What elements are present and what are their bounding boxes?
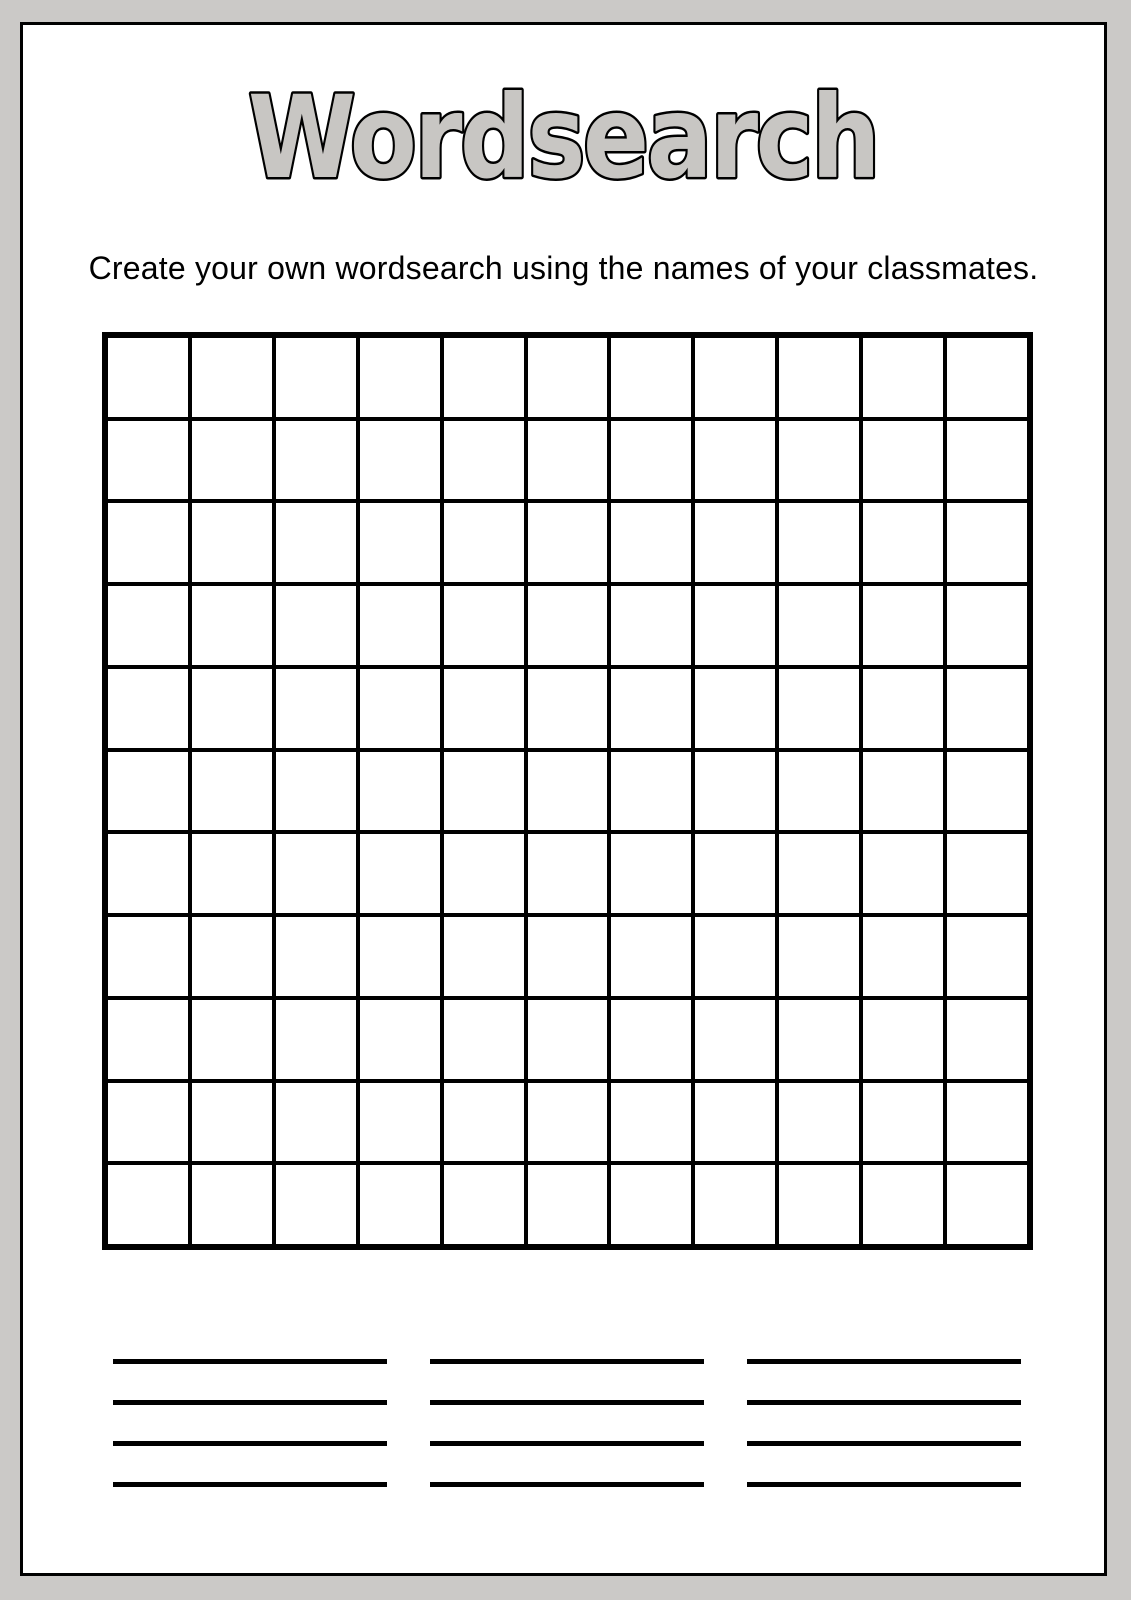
grid-cell[interactable] (276, 669, 356, 748)
grid-cell[interactable] (863, 503, 943, 582)
grid-cell[interactable] (695, 669, 775, 748)
grid-cell[interactable] (947, 1165, 1027, 1244)
wordsearch-grid (102, 332, 1033, 1250)
grid-cell[interactable] (695, 1165, 775, 1244)
grid-cell[interactable] (779, 503, 859, 582)
grid-cell[interactable] (695, 1000, 775, 1079)
grid-cell[interactable] (947, 834, 1027, 913)
grid-cell[interactable] (108, 834, 188, 913)
grid-cell[interactable] (611, 421, 691, 500)
grid-cell[interactable] (528, 586, 608, 665)
grid-cell[interactable] (695, 917, 775, 996)
grid-cell[interactable] (611, 503, 691, 582)
grid-cell[interactable] (276, 834, 356, 913)
grid-cell[interactable] (611, 1083, 691, 1162)
grid-cell[interactable] (947, 917, 1027, 996)
worksheet-page (20, 22, 1107, 1576)
word-line[interactable] (747, 1400, 1021, 1405)
grid-cell[interactable] (779, 834, 859, 913)
grid-cell[interactable] (779, 421, 859, 500)
instructions-text: Create your own wordsearch using the names of your classmates. (88, 250, 1039, 286)
grid-cell[interactable] (192, 917, 272, 996)
grid-cell[interactable] (611, 669, 691, 748)
grid-cell[interactable] (863, 586, 943, 665)
grid-cell[interactable] (695, 752, 775, 831)
grid-cell[interactable] (276, 1083, 356, 1162)
grid-cell[interactable] (444, 669, 524, 748)
grid-cell[interactable] (611, 586, 691, 665)
grid-cell[interactable] (947, 338, 1027, 417)
grid-cell[interactable] (695, 503, 775, 582)
grid-cell[interactable] (528, 421, 608, 500)
grid-cell[interactable] (695, 586, 775, 665)
grid-cell[interactable] (360, 1083, 440, 1162)
grid-cell[interactable] (444, 752, 524, 831)
grid-cell[interactable] (444, 1083, 524, 1162)
word-line[interactable] (113, 1482, 387, 1487)
word-line[interactable] (747, 1482, 1021, 1487)
grid-cell[interactable] (192, 421, 272, 500)
grid-cell[interactable] (528, 752, 608, 831)
grid-cell[interactable] (276, 1165, 356, 1244)
grid-cell[interactable] (108, 669, 188, 748)
grid-cell[interactable] (360, 752, 440, 831)
grid-cell[interactable] (360, 917, 440, 996)
grid-cell[interactable] (611, 917, 691, 996)
grid-cell[interactable] (528, 917, 608, 996)
grid-cell[interactable] (947, 1083, 1027, 1162)
grid-cell[interactable] (108, 752, 188, 831)
grid-cell[interactable] (108, 1083, 188, 1162)
grid-cell[interactable] (528, 834, 608, 913)
grid-cell[interactable] (947, 503, 1027, 582)
word-line[interactable] (430, 1359, 704, 1364)
grid-cell[interactable] (695, 338, 775, 417)
word-line[interactable] (430, 1400, 704, 1405)
grid-cell[interactable] (192, 1000, 272, 1079)
grid-cell[interactable] (695, 834, 775, 913)
grid-cell[interactable] (276, 917, 356, 996)
grid-cell[interactable] (276, 421, 356, 500)
grid-cell[interactable] (779, 1165, 859, 1244)
grid-cell[interactable] (276, 503, 356, 582)
grid-cell[interactable] (360, 586, 440, 665)
grid-cell[interactable] (863, 1000, 943, 1079)
grid-cell[interactable] (528, 1165, 608, 1244)
grid-cell[interactable] (528, 503, 608, 582)
word-line[interactable] (747, 1441, 1021, 1446)
grid-cell[interactable] (611, 752, 691, 831)
grid-cell[interactable] (863, 752, 943, 831)
grid-cell[interactable] (779, 917, 859, 996)
grid-cell[interactable] (863, 834, 943, 913)
grid-cell[interactable] (360, 338, 440, 417)
word-line[interactable] (747, 1359, 1021, 1364)
word-line[interactable] (430, 1441, 704, 1446)
grid-cell[interactable] (611, 834, 691, 913)
grid-cell[interactable] (947, 1000, 1027, 1079)
grid-cell[interactable] (108, 586, 188, 665)
grid-cell[interactable] (779, 1000, 859, 1079)
grid-cell[interactable] (108, 1000, 188, 1079)
word-line[interactable] (113, 1400, 387, 1405)
grid-cell[interactable] (947, 421, 1027, 500)
grid-cell[interactable] (108, 503, 188, 582)
grid-cell[interactable] (444, 586, 524, 665)
grid-cell[interactable] (528, 1000, 608, 1079)
word-line-column (430, 1359, 704, 1487)
grid-cell[interactable] (779, 752, 859, 831)
grid-cell[interactable] (695, 421, 775, 500)
grid-cell[interactable] (444, 1000, 524, 1079)
grid-cell[interactable] (444, 917, 524, 996)
word-list (113, 1359, 1021, 1487)
grid-cell[interactable] (108, 421, 188, 500)
grid-cell[interactable] (192, 669, 272, 748)
grid-cell[interactable] (192, 586, 272, 665)
grid-cell[interactable] (276, 338, 356, 417)
grid-cell[interactable] (863, 669, 943, 748)
grid-cell[interactable] (947, 752, 1027, 831)
grid-cell[interactable] (108, 917, 188, 996)
grid-cell[interactable] (444, 503, 524, 582)
word-line[interactable] (113, 1441, 387, 1446)
grid-cell[interactable] (863, 1083, 943, 1162)
word-line-column (113, 1359, 387, 1487)
grid-cell[interactable] (779, 1083, 859, 1162)
grid-cell[interactable] (276, 586, 356, 665)
grid-cell[interactable] (863, 338, 943, 417)
grid-cell[interactable] (360, 669, 440, 748)
grid-cell[interactable] (947, 669, 1027, 748)
grid-cell[interactable] (695, 1083, 775, 1162)
grid-cell[interactable] (779, 338, 859, 417)
grid-cell[interactable] (611, 1000, 691, 1079)
page-title (23, 80, 1104, 215)
grid-cell[interactable] (108, 1165, 188, 1244)
grid-cell[interactable] (192, 1165, 272, 1244)
grid-cell[interactable] (444, 1165, 524, 1244)
grid-cell[interactable] (863, 1165, 943, 1244)
grid-cell[interactable] (611, 1165, 691, 1244)
grid-cell[interactable] (444, 338, 524, 417)
grid-cell[interactable] (360, 834, 440, 913)
grid-cell[interactable] (108, 338, 188, 417)
grid-cell[interactable] (360, 503, 440, 582)
grid-cell[interactable] (947, 586, 1027, 665)
grid-cell[interactable] (611, 338, 691, 417)
grid-cell[interactable] (192, 503, 272, 582)
grid-cell[interactable] (779, 586, 859, 665)
grid-cell[interactable] (360, 1165, 440, 1244)
grid-cell[interactable] (192, 338, 272, 417)
grid-cell[interactable] (360, 421, 440, 500)
grid-cell[interactable] (863, 421, 943, 500)
grid-cell[interactable] (192, 1083, 272, 1162)
grid-cell[interactable] (863, 917, 943, 996)
word-line[interactable] (430, 1482, 704, 1487)
grid-cell[interactable] (528, 338, 608, 417)
page-title-text: Wordsearch (248, 80, 878, 204)
grid-cell[interactable] (444, 834, 524, 913)
grid-cell[interactable] (192, 834, 272, 913)
grid-cell[interactable] (192, 752, 272, 831)
grid-cell[interactable] (276, 1000, 356, 1079)
word-line-column (747, 1359, 1021, 1487)
grid-cell[interactable] (779, 669, 859, 748)
grid-cell[interactable] (276, 752, 356, 831)
grid-cell[interactable] (360, 1000, 440, 1079)
grid-cell[interactable] (444, 421, 524, 500)
grid-cell[interactable] (528, 1083, 608, 1162)
word-line[interactable] (113, 1359, 387, 1364)
grid-cell[interactable] (528, 669, 608, 748)
